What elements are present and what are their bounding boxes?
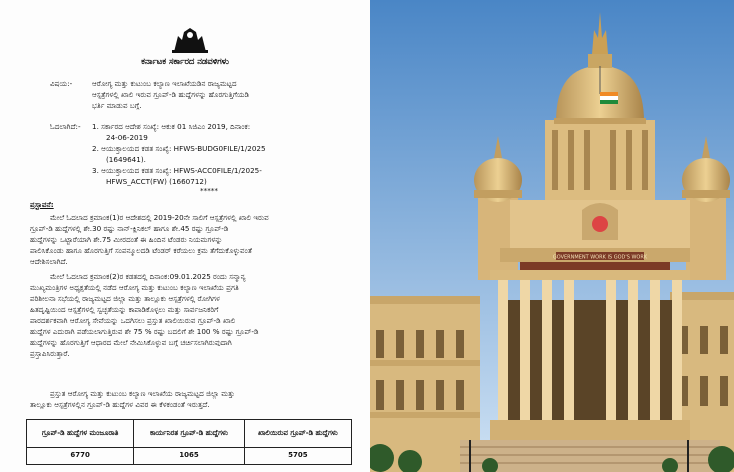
vidhana-soudha-photo [370, 0, 734, 472]
paragraph-line: ಹುದ್ದೆಗಳನ್ನು ಹೊರಗುತ್ತಿಗೆ ಆಧಾರದ ಮೇಲೆ ನೇಮಿಸಿಕೊಳ್ಳುವ ಬಗ್ಗೆ ಚರ್ಚಿಸಲಾಗಿರುವುದಾಗಿ [30, 338, 232, 347]
central-portico [490, 200, 690, 440]
paragraph-line: ಮುಖ್ಯಮಂತ್ರಿಗಳ ಅಧ್ಯಕ್ಷತೆಯಲ್ಲಿ ನಡೆದ ಆರೋಗ್ಯ ಮತ್ತು ಕುಟುಂಬ ಕಲ್ಯಾಣ ಇಲಾಖೆಯ ಪ್ರಗತಿ [30, 283, 239, 292]
paragraph-line: ಪರಿಶೀಲನಾ ಸಭೆಯಲ್ಲಿ ರಾಜ್ಯಮಟ್ಟದ ಜಿಲ್ಲಾ ಮತ್ತು ತಾಲ್ಲೂಕು ಆಸ್ಪತ್ರೆಗಳಲ್ಲಿ ರೋಗಿಗಳ [30, 294, 220, 303]
paragraph-line: ಮೇಲೆ ಓದಲಾದ ಕ್ರಮಾಂಕ(2)ರ ಕಡತದಲ್ಲಿ ದಿನಾಂಕ:09.01.2025 ರಂದು ಸನ್ಮಾನ್ಯ [50, 272, 246, 281]
reference-label: ಓದಲಾಗಿದೆ:- [50, 122, 81, 131]
reference-item: 24-06-2019 [106, 133, 148, 142]
subject-line: ಆಸ್ಪತ್ರೆಗಳಲ್ಲಿ ಖಾಲಿ ಇರುವ ಗ್ರೂಪ್-ಡಿ ಹುದ್ದೆಗಳನ್ನು ಹೊರಗುತ್ತಿಗೆಯಡಿ [92, 90, 250, 99]
government-title: ಕರ್ನಾಟಕ ಸರ್ಕಾರದ ನಡವಳಿಗಳು [141, 56, 229, 66]
reference-item: (1649641). [106, 155, 146, 164]
reference-item: 2. ಆಯುಕ್ತಾಲಯದ ಕಡತ ಸಂಖ್ಯೆ: HFWS-BUDG0FILE/1/2025 [92, 144, 266, 153]
table-cell: 6770 [27, 448, 134, 465]
table-header-row [27, 420, 352, 448]
table-header-cell: ಕಾರ್ಯನಿರತ ಗ್ರೂಪ್-ಡಿ ಹುದ್ದೆಗಳು [134, 420, 245, 448]
karnataka-emblem-icon [170, 26, 210, 54]
paragraph-line: ಪಾರದರ್ಶಕವಾಗಿ ಆರೋಗ್ಯ ಸೇವೆಯನ್ನು ಒದಗಿಸಲು ಪ್ರಸ್ತುತ ಖಾಲಿಯಿರುವ ಗ್ರೂಪ್-ಡಿ ಖಾಲಿ [30, 316, 236, 325]
paragraph-line: ಹುದ್ದೆಗಳ ಎದುರಾಗಿ ಪಡೆಯಲಾಗುತ್ತಿರುವ ಶೇ 75 % ರಷ್ಟು ಬದಲಿಗೆ ಶೇ 100 % ರಷ್ಟು ಗ್ರೂಪ್-ಡಿ [30, 327, 259, 336]
paragraph-line: ಹಿತದೃಷ್ಟಿಯಿಂದ ಆಸ್ಪತ್ರೆಗಳಲ್ಲಿ ಸ್ವಚ್ಛತೆಯನ್ನು ಕಾಪಾಡಿಕೊಳ್ಳಲು ಮತ್ತು ಸಾರ್ವಜನಿಕರಿಗೆ [30, 305, 219, 314]
table-cell: 5705 [244, 448, 351, 465]
paragraph-line: ಪಾಲಿಸಿಕೊಂಡು ಹಾಗೂ ಹೊರಗುತ್ತಿಗೆ ಸಂಪನ್ಮೂಲದಡಿ ಟೆಂಡರ್ ಕರೆಯಲು ಕ್ರಮ ತೆಗೆದುಕೊಳ್ಳುವಂತೆ [30, 246, 252, 255]
paragraph-line: ತಾಲ್ಲೂಕು ಆಸ್ಪತ್ರೆಗಳಲ್ಲಿನ ಗ್ರೂಪ್-ಡಿ ಹುದ್ದೆಗಳ ವಿವರ ಈ ಕೆಳಕಂಡಂತೆ ಇರುತ್ತದೆ. [30, 400, 210, 409]
table-header-cell: ಖಾಲಿಯಿರುವ ಗ್ರೂಪ್-ಡಿ ಹುದ್ದೆಗಳು [244, 420, 351, 448]
group-d-posts-table [26, 419, 352, 465]
subject-line: ಭರ್ತಿ ಮಾಡುವ ಬಗ್ಗೆ. [92, 101, 142, 110]
front-steps [460, 440, 720, 472]
subject-label: ವಿಷಯ:- [50, 79, 73, 88]
preamble-heading: ಪ್ರಸ್ತಾವನೆ: [30, 200, 54, 209]
reference-item: 3. ಆಯುಕ್ತಾಲಯದ ಕಡತ ಸಂಖ್ಯೆ: HFWS-ACC0FILE/1/2025- [92, 166, 262, 175]
table-header-cell: ಗ್ರೂಪ್-ಡಿ ಹುದ್ದೆಗಳ ಮಂಜೂರಾತಿ [27, 420, 134, 448]
building-illustration [370, 0, 734, 472]
paragraph-line: ಆದೇಶಿಸಲಾಗಿದೆ. [30, 257, 68, 266]
separator-stars: ***** [200, 186, 218, 195]
paragraph-line: ಪ್ರಸ್ತುತ ಆರೋಗ್ಯ ಮತ್ತು ಕುಟುಂಬ ಕಲ್ಯಾಣ ಇಲಾಖೆಯ ರಾಜ್ಯಮಟ್ಟದ ಜಿಲ್ಲಾ ಮತ್ತು [50, 389, 235, 398]
table-row [27, 448, 352, 465]
reference-item: HFWS_ACCT(FW) (1660712) [106, 177, 207, 186]
reference-item: 1. ಸರ್ಕಾರದ ಆದೇಶ ಸಂಖ್ಯೆ: ಆಕುಕ 01 ಸಿಜಿಎಂ 2019, ದಿನಾಂಕ: [92, 122, 251, 131]
building-inscription: GOVERNMENT WORK IS GOD'S WORK [552, 254, 648, 261]
paragraph-line: ಮೇಲೆ ಓದಲಾದ ಕ್ರಮಾಂಕ(1)ರ ಆದೇಶದಲ್ಲಿ 2019-20ನೇ ಸಾಲಿಗೆ ಆಸ್ಪತ್ರೆಗಳಲ್ಲಿ ಖಾಲಿ ಇರುವ [50, 213, 269, 222]
paragraph-line: ಹುದ್ದೆಗಳನ್ನು ಒಟ್ಟಾರೆಯಾಗಿ ಶೇ.75 ಮೀರದಂತೆ ಈ ಹಿಂದಿನ ಟೆಂಡರು ನಿಯಮಗಳನ್ನು [30, 235, 223, 244]
table-cell: 1065 [134, 448, 245, 465]
paragraph-line: ಪ್ರಸ್ತಾಪಿಸಿರುತ್ತಾರೆ. [30, 349, 70, 358]
paragraph-line: ಗ್ರೂಪ್-ಡಿ ಹುದ್ದೆಗಳಲ್ಲಿ ಶೇ.30 ರಷ್ಟು ನಾನ್-ಕ್ಲಿನಿಕಲ್ ಹಾಗೂ ಶೇ.45 ರಷ್ಟು ಗ್ರೂಪ್-ಡಿ [30, 224, 229, 233]
subject-line: ಆರೋಗ್ಯ ಮತ್ತು ಕುಟುಂಬ ಕಲ್ಯಾಣ ಇಲಾಖೆಯಡಿನ ರಾಜ್ಯಮಟ್ಟದ [92, 79, 237, 88]
